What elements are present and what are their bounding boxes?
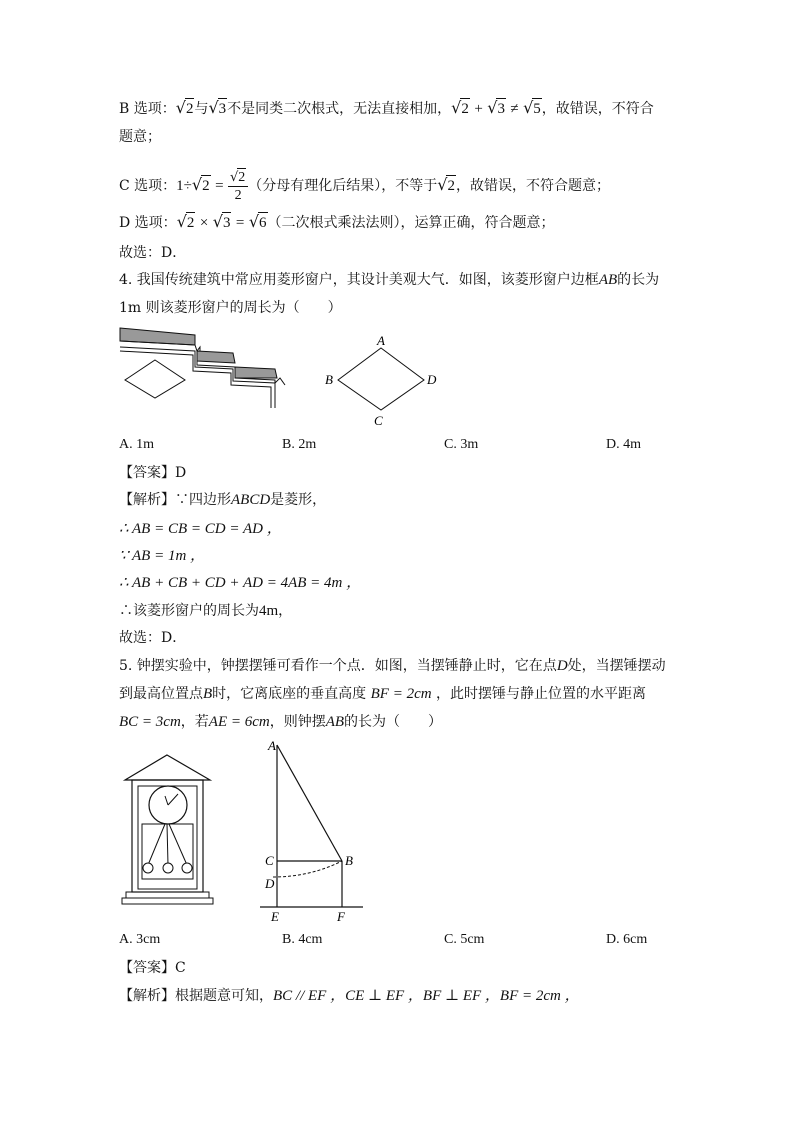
q5-answer: 【答案】C <box>119 960 186 976</box>
option-d-label: D 选项： <box>119 215 177 231</box>
plus-sign: + <box>474 101 483 117</box>
math-bf: BF = 2cm <box>370 686 432 702</box>
text: ，若 <box>180 714 209 730</box>
math-bc: BC = 3cm <box>119 714 181 730</box>
math-d: D <box>556 658 568 674</box>
q4-rhombus-figure <box>318 332 448 432</box>
text: 【解析】 <box>119 988 175 1004</box>
math-ab: AB <box>598 272 618 288</box>
option-b-cont: 题意； <box>119 129 161 145</box>
math-b: B <box>203 686 213 702</box>
div-sign: ÷ <box>183 178 192 194</box>
q5-choice-d: D. 6cm <box>606 932 648 947</box>
text: ∴该菱形窗户的周长为 <box>119 603 259 619</box>
q4-choice-a: A. 1m <box>119 437 154 452</box>
text: ，则钟摆 <box>269 714 326 730</box>
times-sign: × <box>199 215 209 231</box>
label-f: F <box>337 909 345 924</box>
sqrt-3: 3 <box>218 98 228 119</box>
eq-sign: = <box>215 178 224 194</box>
option-c-label: C 选项： <box>119 178 177 194</box>
text: 是菱形， <box>270 492 327 508</box>
q4-analysis-1 <box>119 490 326 510</box>
q4-window-figure <box>115 323 310 408</box>
text: 处，当摆锤摆动 <box>567 658 666 674</box>
label-d: D <box>427 372 437 387</box>
q4-analysis-3: ∵ AB = 1m ， <box>119 548 206 564</box>
text: 的长为（ ） <box>344 714 443 730</box>
sqrt-5: 5 <box>532 98 542 119</box>
text: 4. 我国传统建筑中常应用菱形窗户，其设计美观大气．如图，该菱形窗户边框 <box>119 272 599 288</box>
text: ，此时摆锤与静止位置的水平距离 <box>436 686 647 702</box>
text: 的长为 <box>617 272 660 288</box>
q4-choice-c: C. 3m <box>444 437 479 452</box>
q4-choice-b: B. 2m <box>282 437 317 452</box>
sqrt-6: 6 <box>258 212 268 233</box>
text: 到最高位置点 <box>119 686 203 702</box>
text: 根据题意可知， <box>175 988 273 1004</box>
text: （分母有理化后结果），不等于 <box>248 178 438 194</box>
option-c-line: C 选项：1÷√2 = $\frac{√2}{2}$ （分母有理化后结果），不等于√2，故错误，不符合题意； <box>119 170 610 203</box>
text: 【解析】 <box>119 492 175 508</box>
q5-line-2 <box>119 684 646 704</box>
label-a: A <box>268 738 276 753</box>
q4-choice-d: D. 4m <box>606 437 641 452</box>
option-d-line: D 选项：√2 × √3 = √6（二次根式乘法法则），运算正确，符合题意； <box>119 212 555 231</box>
label-a: A <box>377 333 385 348</box>
text: 5. 钟摆实验中，钟摆摆锤可看作一个点．如图，当摆锤静止时，它在点 <box>119 658 557 674</box>
num-one: 1 <box>176 178 184 194</box>
label-d: D <box>265 876 275 891</box>
option-b-line: B 选项：√2与√3不是同类二次根式，无法直接相加，√2 + √3 ≠ √5，故错误，不符合 <box>119 98 654 117</box>
sqrt-2: 2 <box>201 175 211 196</box>
sqrt-3: 3 <box>496 98 506 119</box>
label-c: C <box>374 413 383 428</box>
q4-line-1 <box>119 270 659 290</box>
text: （二次根式乘法法则），运算正确，符合题意； <box>267 215 555 231</box>
math-abcd: ABCD <box>231 492 271 508</box>
sqrt-2: 2 <box>460 98 470 119</box>
q5-analysis-1 <box>119 986 580 1006</box>
text: ，故错误，不符合 <box>541 101 654 117</box>
option-b-label: B 选项： <box>119 101 176 117</box>
q5-clock-figure <box>120 750 215 910</box>
q4-analysis-4: ∴ AB + CB + CD + AD = 4AB = 4m ， <box>119 575 362 591</box>
math-ae: AE = 6cm <box>208 714 270 730</box>
sqrt-3: 3 <box>222 212 232 233</box>
math-4m: 4m <box>259 603 279 619</box>
q4-line-2: 1m 则该菱形窗户的周长为（ ） <box>119 300 342 316</box>
q5-pendulum-figure <box>255 735 375 925</box>
denominator: 2 <box>234 188 242 203</box>
q4-answer: 【答案】D <box>119 465 187 481</box>
text: 不是同类二次根式，无法直接相加， <box>227 101 452 117</box>
label-b: B <box>325 372 333 387</box>
sqrt-2: 2 <box>238 170 246 185</box>
sqrt-2: 2 <box>185 98 195 119</box>
text: 与 <box>194 101 209 117</box>
text: ∵四边形 <box>175 492 231 508</box>
math-conditions: BC // EF ，CE ⊥ EF ，BF ⊥ EF ，BF = 2cm ， <box>273 988 580 1004</box>
q5-line-1 <box>119 656 666 676</box>
eq-sign: = <box>235 215 245 231</box>
q4-choose: 故选：D． <box>119 630 187 646</box>
q4-analysis-2: ∴ AB = CB = CD = AD ， <box>119 521 282 537</box>
q5-choice-c: C. 5cm <box>444 932 485 947</box>
q5-choice-b: B. 4cm <box>282 932 323 947</box>
text: 时，它离底座的垂直高度 <box>212 686 367 702</box>
text: ， <box>278 603 293 619</box>
math-ab: AB <box>325 714 345 730</box>
sqrt-2: 2 <box>446 175 456 196</box>
text: ，故错误，不符合题意； <box>455 178 610 194</box>
fraction: $\frac{√2}{2}$ <box>228 168 248 204</box>
q4-analysis-5 <box>119 601 292 621</box>
q5-line-3 <box>119 712 442 732</box>
label-c: C <box>265 853 274 868</box>
sqrt-2: 2 <box>186 212 196 233</box>
label-b: B <box>345 853 353 868</box>
q5-choice-a: A. 3cm <box>119 932 161 947</box>
choose-line-1: 故选：D． <box>119 245 187 261</box>
neq-sign: ≠ <box>510 101 519 117</box>
label-e: E <box>271 909 279 924</box>
